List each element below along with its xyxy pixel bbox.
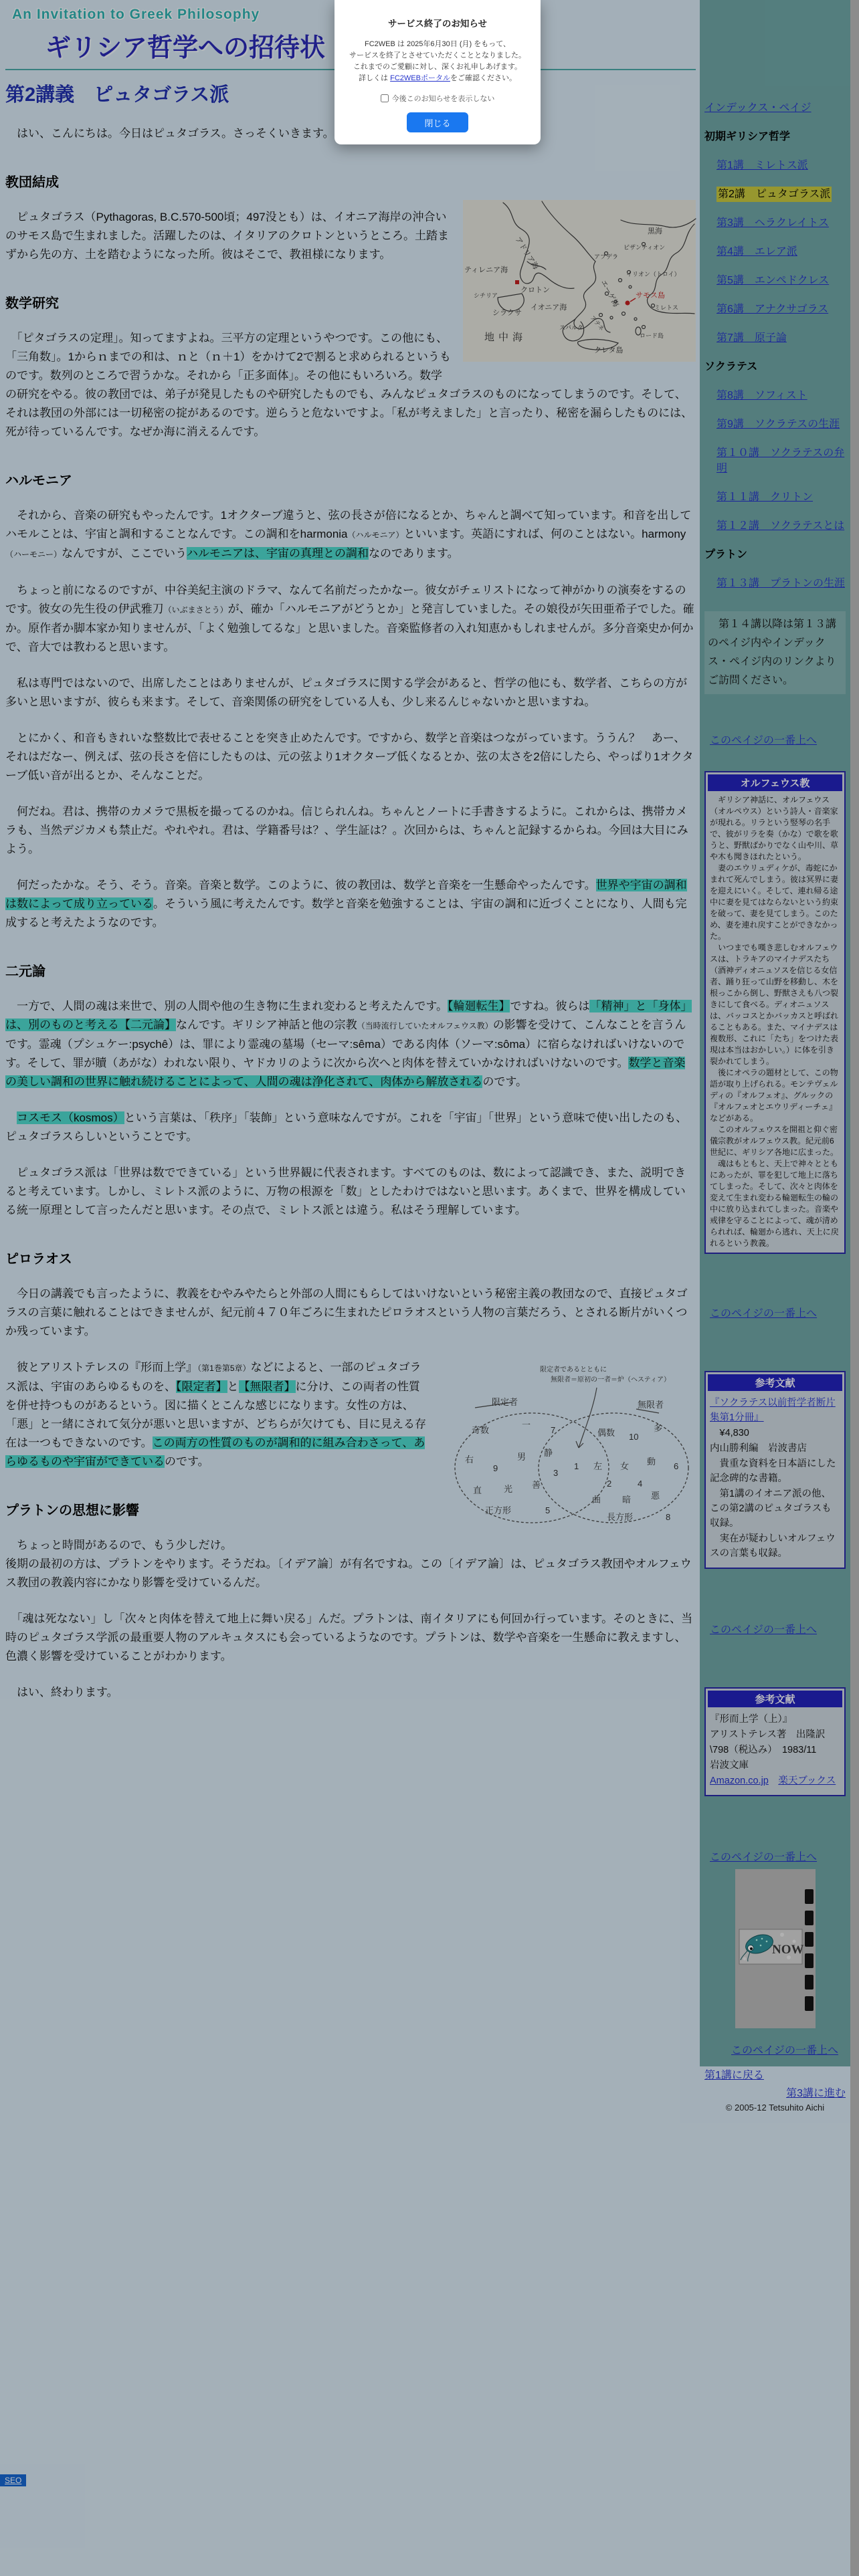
text-run: という言葉は、「秩序」「装飾」という意味なんですが。これを「宇宙」「世界」という意味で使い出したのも、ピュタゴラスらしいということです。 — [5, 1111, 688, 1143]
reference-line — [710, 1396, 840, 1425]
text-run: はい、終わります。 — [5, 1686, 118, 1699]
box-paragraph: 妻のエウリュディケが、毒蛇にかまれて死んでしまう。彼は冥界に妻を迎えにいく。そして、連れ帰る途中に妻を見てはならないという約束を破って、妻を見てしまう。このため、妻を連れ戻すことができなかった。 — [710, 863, 839, 941]
modal-text-line: サービスを終了とさせていただくこととなりました。 — [349, 51, 526, 60]
text-run: に分け、この両者の性質を併せ持つものがあるという。図に描くとこんな感じになります。女性の方は、「悪」と一緒にされて気分が悪いと思いますが、どちらが欠けても、目に見える存在は一つもできないのです。 — [5, 1380, 426, 1449]
map-label: クロトン — [520, 286, 550, 294]
text-run — [5, 1111, 17, 1124]
sidebar-nav-item[interactable]: 第1講 ミレトス派 — [717, 160, 808, 171]
highlighted-text: 【無限者】 — [238, 1380, 296, 1393]
back-to-top-link[interactable]: このペイジの一番上へ — [710, 1624, 818, 1636]
venn-label: 6 — [674, 1461, 679, 1471]
venn-label: 9 — [493, 1463, 498, 1473]
map-label: ビザンティオン — [624, 244, 666, 251]
section-harmonia — [5, 469, 696, 932]
map-label: シチリア — [474, 292, 498, 299]
reference-line — [710, 1426, 840, 1440]
text-run: のです。 — [165, 1455, 209, 1468]
browser-scrollbar[interactable] — [850, 0, 859, 2576]
page-title: 第2講義 ピュタゴラス派 — [5, 84, 229, 106]
text-run: 。そういう風に考えたんです。数学と音楽を勉強することは、宇宙の調和に近づくことになり、人間も完成すると考えたようなのです。 — [5, 897, 687, 929]
text-run: それから、音楽の研究もやったんです。1オクターブ違うと、弦の長さが倍になるとか、ちゃんと調べて知っています。和音を出してハモルことは、宇宙と調和することなんです。この調和をharmonia — [5, 509, 692, 540]
checkbox-label: 今後このお知らせを表示しない — [391, 95, 495, 103]
highlighted-text: 【輪廻転生】 — [447, 1000, 510, 1012]
section-nigenron — [5, 960, 696, 1220]
highlighted-text: この両方の性質のものが調和的に組み合わさって、あらゆるものや宇宙ができている — [5, 1436, 425, 1468]
venn-label: 限定者 — [492, 1397, 518, 1407]
sidebar — [700, 0, 850, 2113]
seo-link[interactable]: SEO — [0, 2474, 26, 2486]
text-run: はい、こんにちは。今日はピュタゴラス。さっそくいきます。 — [5, 127, 335, 140]
body-paragraph — [5, 506, 696, 564]
text-run: ピュタゴラス派は「世界は数でできている」という世界観に代表されます。すべてのものは、数によって認識でき、また、説明できると考えています。しかし、ミレトス派のように、万物の根源を「数」としたわけではないと思います。あくまで、世界を構成している統一原理として言ったんだと思います。その点で、ミレトス派とは違う。私はそう理解しています。 — [5, 1166, 686, 1216]
section-heading: ハルモニア — [5, 473, 72, 488]
body-paragraph — [5, 1610, 696, 1666]
reference-box-1 — [704, 1371, 846, 1569]
map-label: エーゲ海 — [599, 278, 620, 309]
venn-label: 悪 — [651, 1491, 660, 1501]
box-paragraph: 魂はもともと、天上で神々とともにあったが、罪を犯して地上に落ちてしまった。そして、次々と肉体を変えて生まれ変わる輪廻転生の輪の中に放り込まれてしまった。音楽や戒律を守ることによって、魂が清められれば、輪廻から逃れ、天上に戻れるという教義。 — [710, 1159, 839, 1248]
banner-now-text: NOW — [772, 1943, 804, 1957]
next-lecture-link[interactable]: 第3講に進む — [786, 2088, 846, 2099]
body-paragraph — [5, 876, 696, 932]
sidebar-nav-item[interactable]: 第5講 エンペドクレス — [717, 275, 830, 286]
venn-label: 10 — [629, 1432, 639, 1442]
back-to-top-link[interactable]: このペイジの一番上へ — [710, 735, 818, 746]
reference-box-title: 参考文献 — [708, 1691, 842, 1707]
map-label: アテネ — [589, 314, 606, 332]
copyright: © 2005-12 Tetsuhito Aichi — [725, 2103, 825, 2113]
body-paragraph — [5, 581, 696, 657]
reference-line — [710, 1457, 840, 1486]
sidebar-nav-item[interactable]: 第１３講 プラトンの生涯 — [717, 578, 846, 589]
venn-label: 直 — [473, 1485, 482, 1495]
sidebar-note: 第１４講以降は第１３講のペイジ内やインデックス・ペイジ内のリンクよりご訪問ください。 — [704, 611, 846, 694]
box-paragraph: 後にオペラの題材として、この物語が取り上げられる。モンテヴェルディの『オルフェオ』、グルックの『オルフェオとエウリディーチェ』などがある。 — [710, 1068, 838, 1123]
body-paragraph — [5, 1164, 696, 1220]
text-run: なのであります。 — [369, 547, 459, 560]
map-label: ミレトス — [654, 304, 678, 311]
map-label: クレタ島 — [594, 346, 624, 354]
text-run: のです。 — [482, 1075, 527, 1088]
reference-text: 貴重な資料を日本語にした記念碑的な書籍。 — [710, 1459, 836, 1484]
section-heading: 二元論 — [5, 964, 45, 979]
reference-text: 実在が疑わしいオルフェウスの言葉も収録。 — [710, 1533, 836, 1559]
map-label: サモス島 — [636, 292, 665, 300]
reference-text: アリストテレス著 出隆訳 — [710, 1729, 826, 1740]
body-paragraph — [5, 1536, 696, 1555]
text-run: ですね。彼らは — [510, 1000, 590, 1012]
text-run: といいます。英語にすれば、何のことはない。harmony — [403, 528, 686, 540]
body-paragraph — [5, 997, 696, 1091]
site-title: ギリシア哲学への招待状 — [45, 34, 326, 62]
map-label: イオニア海 — [531, 304, 567, 312]
sidebar-nav-item[interactable]: 第6講 アナクサゴラス — [717, 304, 829, 315]
sidebar-nav-item[interactable]: 第9講 ソクラテスの生涯 — [717, 419, 840, 430]
reference-text: 内山勝利編 岩波書店 — [710, 1443, 807, 1454]
back-to-top-link[interactable]: このペイジの一番上へ — [710, 1308, 818, 1319]
sidebar-section-header: ソクラテス — [704, 361, 758, 372]
reference-link[interactable]: 『ソクラテス以前哲学者断片集第1分冊』 — [710, 1398, 836, 1423]
text-run: 何だったかな。そう、そう。音楽。音楽と数学。このように、彼の教団は、数学と音楽を一生懸命やったんです。 — [5, 879, 596, 891]
box-paragraph: ギリシア神話に、オルフェウス（オルペウス）という詩人・音楽家が現れる。リラという竪琴の名手で、彼がリラを奏（かな）で歌を歌うと、野獣ばかりでなく山や川、草や木も聞きほれたという。 — [710, 795, 839, 861]
service-end-modal — [335, 0, 541, 144]
venn-label: 長方形 — [607, 1512, 634, 1522]
reference-text: 第1講のイオニア派の他、この第2講のピュタゴラスも収録。 — [710, 1489, 832, 1529]
text-run: なんですが、ここでいう — [62, 547, 187, 560]
reference-box-2 — [704, 1687, 846, 1796]
modal-text-line: これまでのご愛顧に対し、深くお礼申しあげます。 — [353, 63, 522, 71]
text-run: 何だね。君は、携帯のカメラで黒板を撮ってるのかね。信じられんね。ちゃんとノートに手書きするように。これからは、携帯カメラも、当然デジカメも禁止だ。やれやれ。君は、学籍番号は？、学生証は？。次回からは、ちゃんと記録するからね。今回は大目にみよう。 — [5, 805, 688, 855]
body-paragraph — [5, 729, 696, 785]
reference-line — [710, 1727, 840, 1742]
modal-text-line: FC2WEB は 2025年6月30日 (月) をもって、 — [365, 40, 510, 48]
venn-label: 曲 — [592, 1495, 601, 1505]
text-run: が、確か「ハルモニアがどうとか」と発言していました。その娘役が矢田亜希子でした。確か。原作者か脚本家か知りませんが、「よく勉強してるな」と思いました。音楽監修者の入れ知恵かもしれませんが。多分音楽史か何かで、音大では教わると思います。 — [5, 603, 694, 653]
modal-body — [344, 39, 531, 84]
body-paragraph — [5, 802, 696, 859]
reference-line — [710, 1712, 840, 1727]
text-run: の影響を受けて、こんなことを言うんです。霊魂（プシュケー:psychê）は、罪により霊魂の墓場（セーマ:sêma）である肉体（ソーマ:sôma）に宿らなければいけないのです。そして、罪が贖（あがな）われない限り、ヤドカリのように次から次へと肉体を替えていかなければいけないのです。 — [5, 1018, 686, 1069]
text-run: 一方で、人間の魂は来世で、別の人間や他の生き物に生まれ変わると考えたんです。 — [5, 1000, 448, 1012]
venn-label: 無限者＝原初の一者＝炉（ヘスティア） — [551, 1376, 670, 1384]
venn-label: 善 — [532, 1480, 541, 1490]
venn-label: 5 — [545, 1505, 551, 1515]
map-label: ロード島 — [640, 332, 664, 339]
venn-label: 一 — [522, 1420, 531, 1430]
sidebar-nav-item[interactable]: 第8講 ソフィスト — [717, 390, 807, 401]
text-run: 彼とアリストテレスの『形而上学』 — [5, 1361, 198, 1374]
highlighted-text: 数学と音楽の美しい調和の世界に触れ続けることによって、人間の魂は浄化されて、肉体から解放される — [5, 1057, 686, 1088]
venn-label: 左 — [593, 1461, 603, 1471]
text-run: 「ピタゴラスの定理」。知ってますよね。三平方の定理というやつです。この他にも、「三角数」。1からｎまでの和は、ｎと（ｎ＋1）をかけて2で割ると求められるというものです。数列のところで習うかな。それから「正多面体」。その他にもいろいろ。数学の研究をやる。彼の教団では、弟子が発見したものや研究したものでも、みんなピュタゴラスのものになってしまうのです。そして、それは教団の外部には一切秘密の掟があるのです。逆らうと危ないですよ。「私が考えました」と言ったり、秘密を漏らしたものには、死が待っているんです。なぜか海に消えるんです。 — [5, 332, 693, 438]
sidebar-nav-item[interactable]: 第3講 ヘラクレイトス — [717, 217, 829, 229]
venn-label: 暗 — [622, 1495, 632, 1505]
reference-box-title: 参考文献 — [708, 1374, 842, 1391]
modal-title: サービス終了のお知らせ — [387, 19, 488, 29]
modal-text-line: 詳しくは — [359, 74, 391, 82]
sidebar-nav — [704, 0, 846, 591]
text-run: （当時流行していたオルフェウス教） — [357, 1021, 493, 1031]
orpheus-box-body — [708, 793, 842, 1251]
sidebar-nav-item[interactable]: インデックス・ペイジ — [704, 102, 812, 114]
text-run: （第1巻第5章） — [197, 1364, 251, 1373]
highlighted-text: 世界や宇宙の調和は数によって成り立っている — [5, 879, 687, 910]
venn-label: 光 — [504, 1484, 513, 1494]
highlighted-text: ハルモニアは、宇宙の真理との調和 — [187, 547, 369, 560]
venn-label: 動 — [647, 1457, 656, 1467]
text-run: 今日の講義でも言ったように、教義をむやみやたらと外部の人間にもらしてはいけないという秘密主義の教団なので、直接ピュタゴラスの言葉に触れることはできませんが、紀元前４７０年ごろに生まれたピロラオスという人物の言葉だろう、とされる断片がいくつか残っています。 — [5, 1287, 688, 1337]
reference-text: 『形而上学（上）』 — [710, 1714, 793, 1725]
reference-box-body — [708, 1709, 842, 1793]
text-run: （ハーモニー） — [5, 550, 62, 559]
reference-link[interactable]: Amazon.co.jp — [710, 1776, 769, 1786]
map-label: アブデラ — [594, 253, 619, 260]
venn-diagram-image — [438, 1361, 696, 1531]
section-heading: ピロラオス — [5, 1252, 72, 1267]
text-run: などによると、一部のピュタゴラス派は、宇宙のあらゆるものを、 — [5, 1361, 421, 1393]
venn-label: 女 — [620, 1461, 630, 1471]
venn-label: 4 — [638, 1479, 643, 1489]
squid-now-banner[interactable] — [735, 1869, 816, 2028]
text-run: ピュタゴラス（Pythagoras, B.C.570-500頃；497没とも）は、イオニア海岸の沖合いのサモス島で生まれました。活躍したのは、イタリアのクロトンというところ。土踏まずから先の方、土を踏むようになった所。彼はそこで、教祖様になります。 — [5, 211, 449, 261]
orpheus-box — [704, 771, 846, 1254]
venn-label: 無限者 — [638, 1400, 664, 1410]
venn-label: 右 — [465, 1455, 474, 1465]
body-paragraph — [5, 1109, 696, 1146]
box-paragraph: このオルフェウスを開祖と仰ぐ密儀宗教がオルフェウス教。紀元前6世紀に、ギリシア各地に広まった。 — [710, 1125, 839, 1157]
box-paragraph: いつまでも嘆き悲しむオルフェウスは、トラキアのマイナデスたち（酒神ディオニュソスを信じる女信者、踊り狂って山野を移動し、木を根っこから倒し、野獣さえも八つ裂きにして食べる。ディオニュソスは、バッコスとかバッカスと呼ばれることもある。また、マイナデスは複数形、これに「たち」をつけた表現は本当はおかしい。）に体を引き裂かれてしまう。 — [710, 943, 839, 1066]
highlighted-text: コスモス（kosmos） — [17, 1111, 124, 1124]
text-run: 後期の最初の方は、プラトンをやります。そうだね。〔イデア論〕が有名ですね。この〔イデア論〕は、ピュタゴラス教団やオルフェウス教団の教義内容にかなり影響を受けているんだ。 — [5, 1558, 692, 1589]
section-heading: 数学研究 — [5, 296, 59, 311]
map-label: ティレニア海 — [464, 266, 508, 274]
text-run: 私は専門ではないので、出席したことはありませんが、ピュタゴラスに関する学会があると、哲学の他にも、数学者、こちらの方が多いと思いますが、彼らも来ます。そして、音楽関係の研究をしている人も、少し来るんじゃないかと思いますね。 — [5, 677, 688, 708]
reference-line — [710, 1743, 840, 1757]
reference-text: 岩波文庫 — [710, 1760, 749, 1771]
map-label: イリオン（トロイ） — [626, 271, 680, 278]
reference-line — [710, 1531, 840, 1561]
venn-label: 1 — [574, 1461, 579, 1471]
venn-label: 奇数 — [472, 1425, 490, 1435]
map-label: シラクサ — [492, 309, 522, 317]
sidebar-nav-item[interactable]: 第１０講 ソクラテスの弁明 — [717, 447, 845, 474]
orpheus-box-title: オルフェウス教 — [708, 774, 842, 791]
venn-label: 3 — [553, 1468, 559, 1478]
sidebar-nav-item[interactable]: 第7講 原子論 — [717, 332, 787, 344]
reference-line — [710, 1758, 840, 1773]
body-paragraph — [5, 1555, 696, 1592]
venn-label: 限定者であるとともに — [540, 1366, 607, 1374]
sidebar-nav-item[interactable]: 第１１講 クリトン — [717, 492, 814, 503]
text-run: とにかく、和音もきれいな整数比で表せることを突き止めたんです。ですから、数学と音楽はつながっています。ううん？ あー、それはだなー、例えば、弦の長さを倍にしたものは、元の弦より1オクターブ低くなるとか、弦の太さを2倍にしたら、やっぱり1オクターブ低い音が出るとか、そんなことだ。 — [5, 732, 694, 782]
fc2web-portal-link[interactable]: FC2WEBポータル — [390, 74, 450, 82]
dont-show-again-checkbox[interactable] — [381, 94, 389, 102]
body-paragraph — [5, 1683, 696, 1702]
map-label: 地中海 — [484, 332, 527, 343]
text-run: と — [227, 1380, 239, 1393]
reference-text — [769, 1776, 779, 1786]
venn-label: 正方形 — [485, 1505, 512, 1515]
sidebar-item-current[interactable]: 第2講 ピュタゴラス派 — [717, 187, 832, 202]
section-heading: 教団結成 — [5, 175, 59, 190]
reference-text: ¥4,830 — [710, 1428, 749, 1438]
sidebar-section-header: プラトン — [704, 549, 748, 560]
body-paragraph — [5, 674, 696, 712]
reference-line — [710, 1441, 840, 1456]
reference-line — [710, 1774, 840, 1788]
body-paragraph — [5, 1285, 696, 1341]
english-site-title: An Invitation to Greek Philosophy — [12, 7, 260, 22]
close-button[interactable]: 閉じる — [407, 112, 468, 132]
prev-lecture-link[interactable]: 第1講に戻る — [704, 2070, 764, 2081]
sidebar-section-header: 初期ギリシア哲学 — [704, 131, 791, 142]
venn-label: 多 — [654, 1423, 663, 1433]
back-to-top-link[interactable]: このペイジの一番上へ — [731, 2045, 839, 2056]
text-run: なんです。ギリシア神話と他の宗教 — [176, 1018, 357, 1031]
text-run: （ハルモニア） — [347, 530, 404, 540]
section-heading: プラトンの思想に影響 — [5, 1503, 139, 1518]
text-run: ちょっと前になるのですが、中谷美紀主演のドラマ、なんて名前だったかなー。彼女がチェリストになって神がかりの演奏をするのです。彼女の先生役の伊武雅刀 — [5, 584, 686, 615]
venn-label: 男 — [517, 1452, 527, 1462]
back-to-top-link[interactable]: このペイジの一番上へ — [710, 1852, 818, 1863]
map-label: スパルタ — [559, 324, 583, 331]
text-run: 「魂は死なない」し「次々と肉体を替えて地上に舞い戻る」んだ。プラトンは、南イタリアにも何回か行っています。そのときに、当時のピュタゴラス学派の最重要人物のアルキュタスにも会っているようなのです。プラトンは、数学や音楽を一生懸命に教えますし、色濃く影響を受けていることがわかります。 — [5, 1612, 693, 1662]
venn-label: 2 — [607, 1479, 612, 1489]
map-label: アドリア海 — [513, 235, 540, 272]
map-label: 黒海 — [648, 227, 662, 235]
modal-text-line: をご確認ください。 — [450, 74, 516, 82]
dont-show-again-row — [344, 93, 531, 104]
sidebar-nav-item[interactable]: 第4講 エレア派 — [717, 246, 797, 257]
hand-drawn-map-image — [463, 200, 696, 362]
reference-link[interactable]: 楽天ブックス — [778, 1776, 836, 1786]
venn-label: 8 — [666, 1512, 671, 1522]
sidebar-nav-item[interactable]: 第１２講 ソクラテスとは — [717, 520, 845, 532]
text-run: （いぶまさとう） — [163, 605, 228, 615]
reference-box-body — [708, 1393, 842, 1566]
reference-line — [710, 1487, 840, 1531]
highlighted-text: 【限定者】 — [176, 1380, 227, 1393]
highlighted-text: 「精神」と「身体」は、別のものと考える【二元論】 — [5, 1000, 692, 1031]
venn-label: 偶数 — [597, 1428, 615, 1438]
text-run: ちょっと時間があるので、もう少しだけ。 — [5, 1539, 232, 1551]
venn-label: 7 — [551, 1425, 556, 1435]
reference-text: \798（税込み） 1983/11 — [710, 1745, 817, 1755]
venn-label: 静 — [544, 1448, 553, 1458]
